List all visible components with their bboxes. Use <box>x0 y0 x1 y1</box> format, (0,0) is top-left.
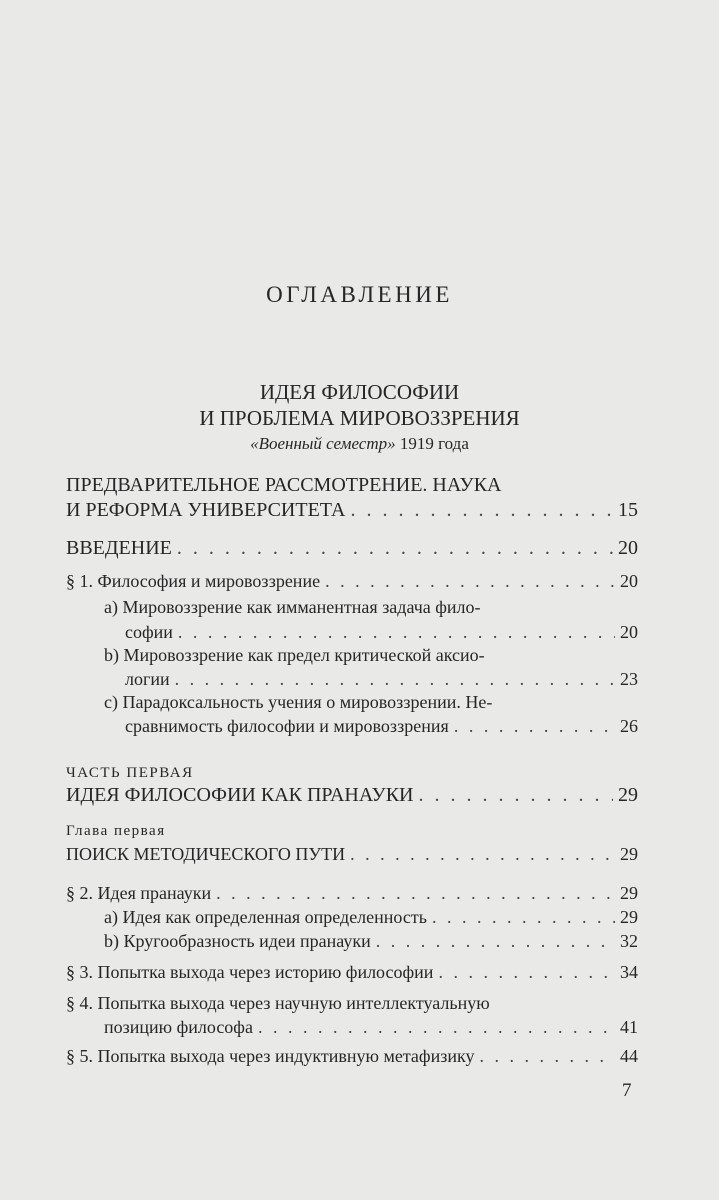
toc-s1b-line1: b) Мировоззрение как предел критической аксио- <box>104 645 485 665</box>
toc-page-number: 41 <box>620 1017 638 1037</box>
toc-leader <box>350 844 615 865</box>
toc-page-number: 29 <box>620 844 638 864</box>
toc-entry-label: позицию философа <box>104 1017 253 1037</box>
toc-page-number: 29 <box>618 784 638 806</box>
toc-page-number: 20 <box>620 622 638 642</box>
toc-leader <box>178 622 615 643</box>
toc-entry-label: § 2. Идея пранауки <box>66 883 212 903</box>
toc-entry-label: a) Идея как определенная определенность <box>104 907 427 927</box>
toc-leader <box>177 537 613 560</box>
toc-s4-line1: § 4. Попытка выхода через научную интеллектуальную <box>66 993 490 1013</box>
subtitle-year: 1919 года <box>399 434 469 453</box>
toc-entry-label: ИДЕЯ ФИЛОСОФИИ КАК ПРАНАУКИ <box>66 784 414 806</box>
toc-entry-s3 <box>66 962 638 983</box>
toc-page-number: 20 <box>620 571 638 591</box>
toc-entry-part1 <box>66 784 638 807</box>
part-label: ЧАСТЬ ПЕРВАЯ <box>66 765 194 781</box>
toc-entry-label: ПОИСК МЕТОДИЧЕСКОГО ПУТИ <box>66 844 346 864</box>
toc-leader <box>432 907 615 928</box>
toc-entry-label: § 3. Попытка выхода через историю философии <box>66 962 434 982</box>
toc-leader <box>454 716 615 737</box>
toc-entry-ch1 <box>66 844 638 865</box>
toc-page-number: 23 <box>620 669 638 689</box>
toc-page-number: 29 <box>620 907 638 927</box>
toc-entry-s1b <box>125 669 638 690</box>
toc-entry-label: софии <box>125 622 173 642</box>
toc-s1a-line1: a) Мировоззрение как имманентная задача фило- <box>104 597 481 617</box>
toc-entry-s4 <box>104 1017 638 1038</box>
work-title-line-2: И ПРОБЛЕМА МИРОВОЗЗРЕНИЯ <box>199 406 520 430</box>
toc-leader <box>438 962 615 983</box>
toc-page-number: 44 <box>620 1046 638 1066</box>
toc-page-number: 26 <box>620 716 638 736</box>
toc-entry-label: сравнимость философии и мировоззрения <box>125 716 449 736</box>
toc-entry-s2a <box>104 907 638 928</box>
toc-leader <box>175 669 615 690</box>
toc-preliminary-line1: ПРЕДВАРИТЕЛЬНОЕ РАССМОТРЕНИЕ. НАУКА <box>66 474 502 496</box>
toc-entry-label: § 5. Попытка выхода через индуктивную метафизику <box>66 1046 475 1066</box>
toc-leader <box>258 1017 615 1038</box>
toc-page-number: 15 <box>618 499 638 521</box>
toc-entry-label: И РЕФОРМА УНИВЕРСИТЕТА <box>66 499 346 521</box>
toc-entry-s1 <box>66 571 638 592</box>
toc-leader <box>376 931 615 952</box>
toc-page-number: 20 <box>618 537 638 559</box>
chapter-label: Глава первая <box>66 823 166 839</box>
toc-entry-s2 <box>66 883 638 904</box>
toc-leader <box>479 1046 615 1067</box>
toc-leader <box>350 499 613 522</box>
toc-entry-label: ВВЕДЕНИЕ <box>66 537 172 559</box>
toc-page-number: 34 <box>620 962 638 982</box>
toc-leader <box>325 571 615 592</box>
page-title: ОГЛАВЛЕНИЕ <box>266 282 453 307</box>
toc-entry-label: b) Кругообразность идеи пранауки <box>104 931 371 951</box>
toc-entry-s1a <box>125 622 638 643</box>
work-title-line-1: ИДЕЯ ФИЛОСОФИИ <box>259 380 460 404</box>
work-subtitle <box>0 434 719 454</box>
toc-page-number: 29 <box>620 883 638 903</box>
toc-entry-label: § 1. Философия и мировоззрение <box>66 571 321 591</box>
toc-leader <box>419 784 614 807</box>
toc-entry-s1c <box>125 716 638 737</box>
toc-entry-s5 <box>66 1046 638 1067</box>
toc-entry-label: логии <box>125 669 170 689</box>
page-number: 7 <box>622 1080 632 1101</box>
toc-leader <box>216 883 615 904</box>
toc-entry-preliminary <box>66 499 638 522</box>
toc-page-number: 32 <box>620 931 638 951</box>
subtitle-italic: «Военный семестр» <box>250 434 396 453</box>
toc-entry-s2b <box>104 931 638 952</box>
toc-entry-intro <box>66 537 638 560</box>
toc-s1c-line1: c) Парадоксальность учения о мировоззрении. Не- <box>104 692 493 712</box>
